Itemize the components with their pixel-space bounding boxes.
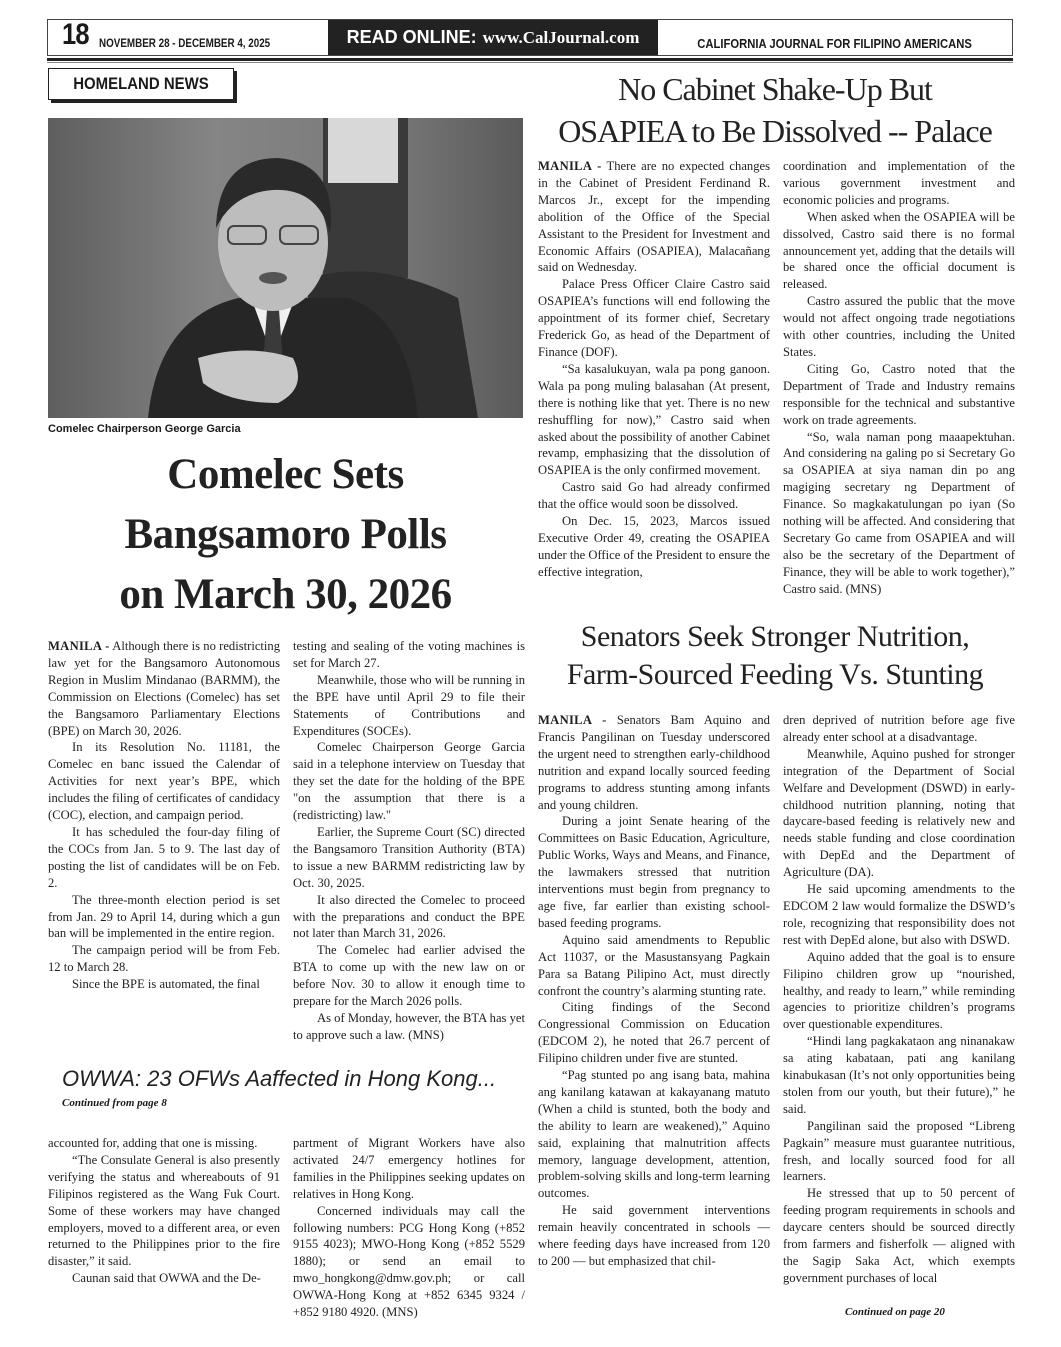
paragraph: Citing findings of the Second Congressional Commission on Education (EDCOM 2), he noted that 26.7 percent of Filipino children under five are stunted.: [538, 1000, 770, 1066]
paragraph: Concerned individuals may call the following numbers: PCG Hong Kong (+852 9155 4023); MWO-Hong Kong (+852 5529 1880); or send an email to mwo_hongkong@dmw.gov.ph; or call OWWA-Hong Kong at +852 6345 9324 / +852 9180 4920. (MNS): [293, 1203, 525, 1320]
continued-from-note[interactable]: Continued from page 8: [62, 1097, 167, 1109]
page-number: 18: [62, 18, 89, 51]
headline-comelec: [48, 445, 523, 625]
headline-senators: [530, 618, 1020, 694]
photo-george-garcia: [48, 118, 523, 418]
article-column: [538, 158, 770, 581]
paragraph: He said government interventions remain heavily concentrated in schools — where feeding days have increased from 120 to 200 — but emphasized that chil-: [538, 1203, 770, 1268]
paragraph: “Sa kasalukuyan, wala pa pong ganoon. Wala pa pong muling balasahan (At present, there is nothing like that yet. There is no new reshuffling for now),” Castro said when asked about the possibility of another Cabinet revamp, emphasizing that the dissolution of OSAPIEA is the only confirmed movement.: [538, 361, 770, 478]
paragraph: Castro assured the public that the move would not affect ongoing trade negotiations with other countries, including the United States.: [783, 294, 1015, 359]
paragraph: Citing Go, Castro noted that the Department of Trade and Industry remains responsible for the technical and substantive work on trade agreements.: [783, 361, 1015, 427]
article-column: [48, 1135, 280, 1287]
section-label: HOMELAND NEWS: [73, 74, 209, 93]
paragraph: Meanwhile, those who will be running in the BPE have until April 29 to file their Statements of Contributions and Expenditures (SOCEs).: [293, 672, 525, 738]
paper-name: CALIFORNIA JOURNAL FOR FILIPINO AMERICANS: [697, 37, 973, 51]
continued-on-note[interactable]: Continued on page 20: [845, 1306, 945, 1318]
paragraph: Comelec Chairperson George Garcia said in a telephone interview on Tuesday that they set the date for the holding of the BPE "on the assumption that there is a (redistricting) law.": [293, 740, 525, 823]
paragraph: When asked when the OSAPIEA will be dissolved, Castro said there is no formal announcement yet, adding that the details will be shared once the official document is released.: [783, 209, 1015, 292]
article-column: [783, 712, 1015, 1287]
read-online-banner: [328, 20, 658, 55]
read-online-label: READ ONLINE:: [346, 27, 477, 47]
paragraph: He said upcoming amendments to the EDCOM 2 law would formalize the DSWD’s role, recognizing that responsibility does not rest with DepEd alone, but also with DSWD.: [783, 882, 1015, 947]
paragraph: He stressed that up to 50 percent of feeding program requirements in schools and daycare centers should be sourced directly from farmers and fisherfolk — aligned with the Sagip Saka Act, which exempts government purchases of local: [783, 1186, 1015, 1285]
article-column: [293, 638, 525, 1044]
paragraph: The Comelec had earlier advised the BTA to come up with the new law on or before Nov. 30 to allow it enough time to prepare for the March 2026 polls.: [293, 943, 525, 1009]
paragraph: On Dec. 15, 2023, Marcos issued Executive Order 49, creating the OSAPIEA under the Office of the President to ensure the effective integration,: [538, 514, 770, 579]
headline-line: on March 30, 2026: [119, 571, 452, 618]
paragraph: Caunan said that OWWA and the De-: [72, 1271, 261, 1286]
paragraph: testing and sealing of the voting machines is set for March 27.: [293, 639, 525, 670]
paragraph: Earlier, the Supreme Court (SC) directed the Bangsamoro Transition Authority (BTA) to issue a new BARMM redistricting law by Oct. 30, 2025.: [293, 824, 525, 890]
headline-line: No Cabinet Shake-Up But: [618, 71, 932, 107]
paragraph: “So, wala naman pong maaapektuhan. And considering na galing po si Secretary Go sa OSAPIEA at siya naman din po ang magiging secretary ng Department of Finance. So magkakatulungan po iyan (So nothing will be affected. And considering that Secretary Go came from OSAPIEA and will also be the secretary of the Department of Finance, they will be able to work together),” Castro said. (MNS): [783, 429, 1015, 596]
paragraph: MANILA - Senators Bam Aquino and Francis Pangilinan on Tuesday underscored the urgent need to strengthen early-childhood nutrition and expand locally sourced feeding programs to address stunting among infants and young children.: [538, 713, 770, 812]
paragraph: The campaign period will be from Feb. 12 to March 28.: [48, 943, 280, 975]
paragraph: coordination and implementation of the various government investment and economic policies and programs.: [783, 159, 1015, 207]
dateline: MANILA -: [538, 159, 602, 173]
paragraph: “The Consulate General is also presently verifying the status and whereabouts of 91 Filipinos registered as the Wang Fuk Court. Some of these workers may have changed employers, moved to a different area, or even returned to the Philippines prior to the fire disaster,” it said.: [48, 1152, 280, 1269]
paragraph: accounted for, adding that one is missing.: [48, 1136, 258, 1150]
paragraph: “Hindi lang pagkakataon ang ninanakaw sa ating kabataan, pati ang kanilang kinabukasan (It’s not only opportunities being stolen from our youth, but their future),” he said.: [783, 1034, 1015, 1116]
masthead-rule: [47, 58, 1013, 61]
paragraph: In its Resolution No. 11181, the Comelec en banc issued the Calendar of Activities for next year’s BPE, which includes the filing of certificates of candidacy (COC), election, and campaign period.: [48, 740, 280, 823]
masthead-rule-thin: [47, 62, 1013, 63]
article-column: [783, 158, 1015, 598]
paragraph: During a joint Senate hearing of the Committees on Basic Education, Agriculture, Public Works, Ways and Means, and Finance, the lawmakers stressed that nutrition interventions must begin from pregnancy to age five, far earlier than existing school-based feeding programs.: [538, 814, 770, 930]
article-column: [538, 712, 770, 1270]
masthead-left: [48, 20, 328, 55]
paragraph: Aquino said amendments to Republic Act 11037, or the Masustansyang Pagkain Para sa Batang Pilipino Act, must directly confront the country’s alarming stunting rate.: [538, 932, 770, 998]
dateline: MANILA -: [538, 713, 607, 727]
paragraph: Meanwhile, Aquino pushed for stronger integration of the Department of Social Welfare and Development (DSWD) in early-childhood nutrition planning, noting that daycare-based feeding is relatively new and needs stable funding and close coordination with DepEd and the Department of Agriculture (DA).: [783, 746, 1015, 880]
paragraph: Palace Press Officer Claire Castro said OSAPIEA’s functions will end following the appointment of its former chief, Secretary Frederick Go, as head of the Department of Finance (DOF).: [538, 277, 770, 359]
paragraph: MANILA - Although there is no redistricting law yet for the Bangsamoro Autonomous Region in Muslim Mindanao (BARMM), the Commission on Elections (Comelec) has set the Bangsamoro Parliamentary Elections (BPE) on March 30, 2026.: [48, 639, 281, 738]
headline-line: Comelec Sets: [167, 451, 404, 498]
paragraph: Aquino added that the goal is to ensure Filipino children grow up “nourished, healthy, and ready to learn,” while reminding agencies to prioritize children’s programs over questionable expenditures.: [783, 949, 1015, 1032]
paragraph: MANILA - There are no expected changes in the Cabinet of President Ferdinand R. Marcos Jr., except for the impending abolition of the Office of the Special Assistant to the President for Investment and Economic Affairs (OSAPIEA), Malacañang said on Wednesday.: [538, 159, 770, 275]
paragraph: It also directed the Comelec to proceed with the preparations and conduct the BPE not later than March 31, 2026.: [293, 892, 525, 941]
headline-owwa: OWWA: 23 OFWs Aaffected in Hong Kong...: [62, 1066, 497, 1091]
issue-date: NOVEMBER 28 - DECEMBER 4, 2025: [99, 36, 271, 50]
portrait-illustration: [48, 118, 523, 418]
paragraph: partment of Migrant Workers have also activated 24/7 emergency hotlines for families in the Philippines seeking updates on relatives in Hong Kong.: [293, 1136, 525, 1201]
headline-line: Farm-Sourced Feeding Vs. Stunting: [566, 658, 984, 691]
paragraph: dren deprived of nutrition before age five already enter school at a disadvantage.: [783, 713, 1015, 744]
article-column: [48, 638, 280, 993]
article-column: [293, 1135, 525, 1321]
read-online-link[interactable]: www.CalJournal.com: [482, 27, 640, 47]
masthead-right: [658, 20, 1012, 55]
paragraph: As of Monday, however, the BTA has yet to approve such a law. (MNS): [293, 1010, 525, 1042]
paragraph: Since the BPE is automated, the final: [72, 977, 260, 992]
photo-caption: Comelec Chairperson George Garcia: [48, 423, 241, 435]
headline-line: OSAPIEA to Be Dissolved -- Palace: [558, 113, 992, 149]
masthead: [47, 19, 1013, 56]
headline-line: Senators Seek Stronger Nutrition,: [580, 620, 970, 653]
headline-line: Bangsamoro Polls: [124, 511, 447, 558]
paragraph: Pangilinan said the proposed “Libreng Pagkain” measure must guarantee nutritious, fresh, and locally sourced food for all learners.: [783, 1118, 1015, 1184]
paragraph: Castro said Go had already confirmed that the office would soon be dissolved.: [538, 480, 770, 512]
section-tag: [48, 68, 234, 100]
dateline: MANILA -: [48, 639, 110, 653]
paragraph: It has scheduled the four-day filing of the COCs from Jan. 5 to 9. The last day of posting the list of candidates will be on Feb. 2.: [48, 824, 280, 890]
paragraph: The three-month election period is set from Jan. 29 to April 14, during which a gun ban will be implemented in the entire region.: [48, 892, 280, 941]
headline-osapiea: [530, 68, 1020, 152]
paragraph: “Pag stunted po ang isang bata, mahina ang kanilang katawan at kakayanang matuto (When a child is stunted, both the body and the ability to learn are weakened),” Aquino said, explaining that malnutrition affects memory, language development, attention, problem-solving skills and long-term learning outcomes.: [538, 1068, 770, 1201]
